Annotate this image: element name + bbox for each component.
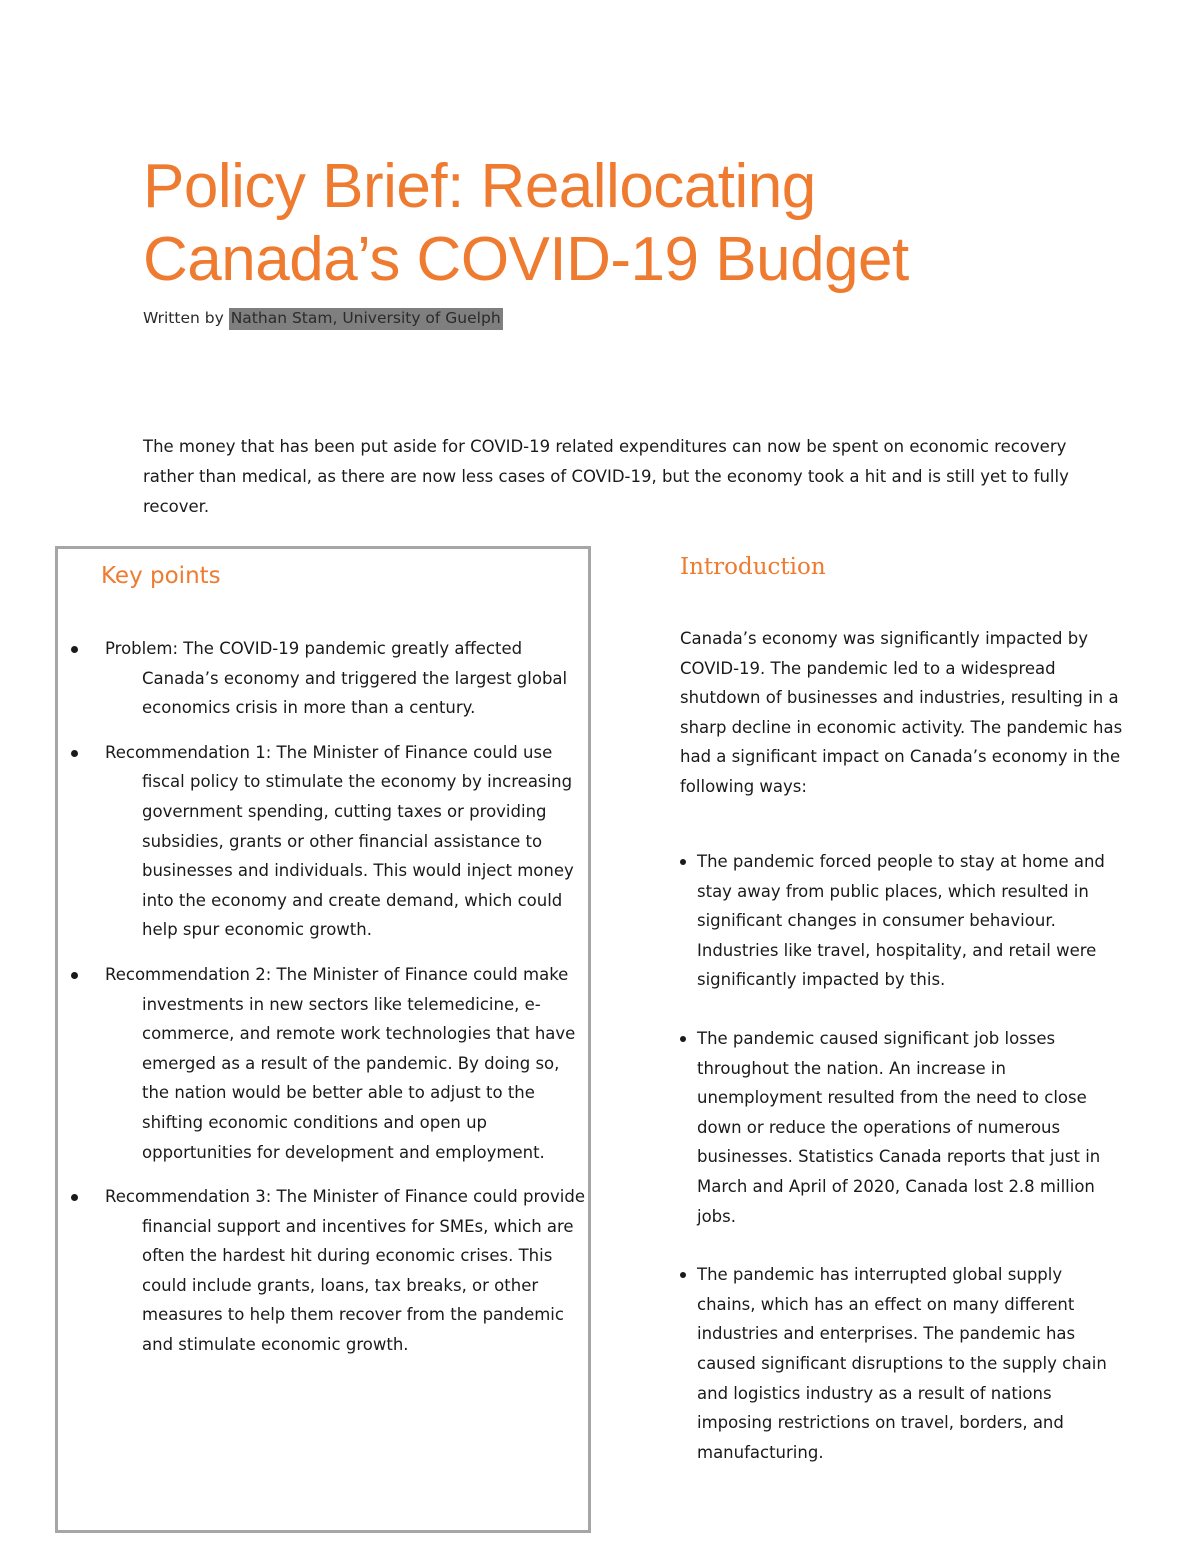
introduction-item-text: The pandemic forced people to stay at home and stay away from public places, which resulted in significant changes in consumer behaviour. Industries like travel, hospitality, and retail were significantly impacted by this. <box>697 852 1105 990</box>
introduction-item <box>680 847 1125 995</box>
byline-prefix: Written by <box>143 309 224 327</box>
byline-author: Nathan Stam, University of Guelph <box>229 308 503 330</box>
key-point-item <box>58 738 588 945</box>
bullet-icon <box>680 1036 686 1042</box>
introduction-paragraph: Canada’s economy was significantly impacted by COVID-19. The pandemic led to a widespread shutdown of businesses and industries, resulting in a sharp decline in economic activity. The pandemic has had a significant impact on Canada’s economy in the following ways: <box>680 629 1123 796</box>
key-point-item <box>58 634 588 723</box>
introduction-item-text: The pandemic caused significant job losses throughout the nation. An increase in unemployment resulted from the need to close down or reduce the operations of numerous businesses. Statistics Canada reports that just in March and April of 2020, Canada lost 2.8 million jobs. <box>697 1028 1101 1226</box>
bullet-icon <box>71 646 78 653</box>
introduction-item <box>680 1024 1125 1231</box>
introduction-item <box>680 1260 1125 1467</box>
page-title <box>143 150 1143 296</box>
key-point-item <box>58 960 588 1167</box>
bullet-icon <box>680 1272 686 1278</box>
bullet-icon <box>71 1194 78 1201</box>
bullet-icon <box>680 859 686 865</box>
title-line-2: Canada’s COVID-19 Budget <box>143 225 909 295</box>
key-points-box <box>55 546 591 1533</box>
title-line-1: Policy Brief: Reallocating <box>143 152 816 221</box>
byline <box>143 309 503 327</box>
bullet-icon <box>71 972 78 979</box>
key-point-item <box>58 1182 588 1360</box>
key-point-text: Problem: The COVID-19 pandemic greatly affected Canada’s economy and triggered the largest global economics crisis in more than a century. <box>105 639 568 718</box>
key-points-list <box>58 634 588 1375</box>
introduction-item-text: The pandemic has interrupted global supply chains, which has an effect on many different industries and enterprises. The pandemic has caused significant disruptions to the supply chain and logistics industry as a result of nations imposing restrictions on travel, borders, and manufacturing. <box>697 1265 1107 1462</box>
key-point-text: Recommendation 3: The Minister of Finance could provide financial support and incentives for SMEs, which are often the hardest hit during economic crises. This could include grants, loans, tax breaks, or other measures to help them recover from the pandemic and stimulate economic growth. <box>105 1187 585 1355</box>
introduction-list <box>680 847 1125 1496</box>
introduction-heading: Introduction <box>680 554 826 580</box>
bullet-icon <box>71 750 78 757</box>
summary-paragraph: The money that has been put aside for COVID-19 related expenditures can now be spent on economic recovery rather than medical, as there are now less cases of COVID-19, but the economy took a hit and is still yet to fully recover. <box>143 437 1069 516</box>
key-point-text: Recommendation 1: The Minister of Finance could use fiscal policy to stimulate the economy by increasing government spending, cutting taxes or providing subsidies, grants or other financial assistance to businesses and individuals. This would inject money into the economy and create demand, which could help spur economic growth. <box>105 742 574 940</box>
key-points-heading: Key points <box>101 563 221 589</box>
key-point-text: Recommendation 2: The Minister of Finance could make investments in new sectors like telemedicine, e-commerce, and remote work technologies that have emerged as a result of the pandemic. By doing so, the nation would be better able to adjust to the shifting economic conditions and open up opportunities for development and employment. <box>105 964 576 1162</box>
